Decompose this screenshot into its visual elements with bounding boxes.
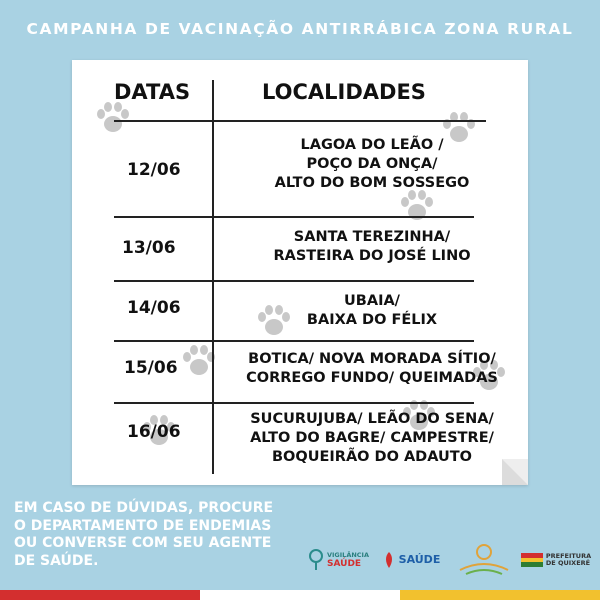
locations-column-header: LOCALIDADES xyxy=(262,80,426,104)
location-line: ALTO DO BAGRE/ CAMPESTRE/ xyxy=(250,430,494,446)
prefeitura-logo xyxy=(520,538,592,582)
row-date: 12/06 xyxy=(127,160,181,180)
location-line: BOQUEIRÃO DO ADAUTO xyxy=(272,449,472,465)
location-line: POÇO DA ONÇA/ xyxy=(306,156,438,172)
color-bar-yellow xyxy=(400,590,600,600)
logo-text: VIGILÂNCIA xyxy=(326,550,370,559)
location-line: SUCURUJUBA/ LEÃO DO SENA/ xyxy=(250,411,494,427)
row-date: 14/06 xyxy=(127,298,181,318)
color-bar-white xyxy=(200,590,400,600)
location-line: LAGOA DO LEÃO / xyxy=(300,137,444,153)
location-line: UBAIA/ xyxy=(344,293,400,309)
logo-text: SAÚDE xyxy=(398,553,441,566)
location-line: CORREGO FUNDO/ QUEIMADAS xyxy=(246,370,498,386)
partner-logos xyxy=(306,538,592,582)
city-seal-icon xyxy=(456,542,512,578)
saude-logo xyxy=(376,538,446,582)
help-message-line: EM CASO DE DÚVIDAS, PROCURE xyxy=(14,500,274,516)
dates-column-header: DATAS xyxy=(114,80,191,104)
row-locations xyxy=(222,136,522,193)
row-locations xyxy=(222,350,522,388)
row-date: 13/06 xyxy=(122,238,176,258)
city-seal-logo xyxy=(452,538,516,582)
schedule-card xyxy=(72,60,528,485)
row-divider xyxy=(114,280,474,282)
row-divider xyxy=(114,216,474,218)
help-message-line: DE SAÚDE. xyxy=(14,552,99,569)
row-date: 15/06 xyxy=(124,358,178,378)
saude-emblem-icon xyxy=(382,550,396,570)
location-line: RASTEIRA DO JOSÉ LINO xyxy=(273,248,471,264)
row-locations xyxy=(222,292,522,330)
paw-icon xyxy=(96,102,130,134)
row-date: 16/06 xyxy=(127,422,181,442)
location-line: BOTICA/ NOVA MORADA SÍTIO/ xyxy=(248,351,496,367)
logo-text: PREFEITURA xyxy=(545,552,592,560)
vigilancia-saude-logo xyxy=(306,538,370,582)
page-title: CAMPANHA DE VACINAÇÃO ANTIRRÁBICA ZONA RURAL xyxy=(26,20,574,38)
row-divider xyxy=(114,340,474,342)
help-message xyxy=(14,500,314,570)
row-divider xyxy=(114,120,486,122)
vigilancia-emblem-icon xyxy=(307,548,325,572)
location-line: ALTO DO BOM SOSSEGO xyxy=(274,175,470,191)
help-message-line: OU CONVERSE COM SEU AGENTE xyxy=(14,535,272,551)
logo-text: DE QUIXERÉ xyxy=(545,559,591,567)
row-divider xyxy=(114,402,474,404)
logo-text: SAÚDE xyxy=(326,558,362,569)
color-bar-red xyxy=(0,590,200,600)
column-divider xyxy=(212,80,214,474)
page-curl xyxy=(502,459,528,485)
location-line: BAIXA DO FÉLIX xyxy=(306,312,438,328)
row-locations xyxy=(222,410,522,467)
prefeitura-emblem-icon xyxy=(521,553,543,567)
help-message-line: O DEPARTAMENTO DE ENDEMIAS xyxy=(14,517,272,534)
location-line: SANTA TEREZINHA/ xyxy=(293,229,451,245)
row-locations xyxy=(222,228,522,266)
